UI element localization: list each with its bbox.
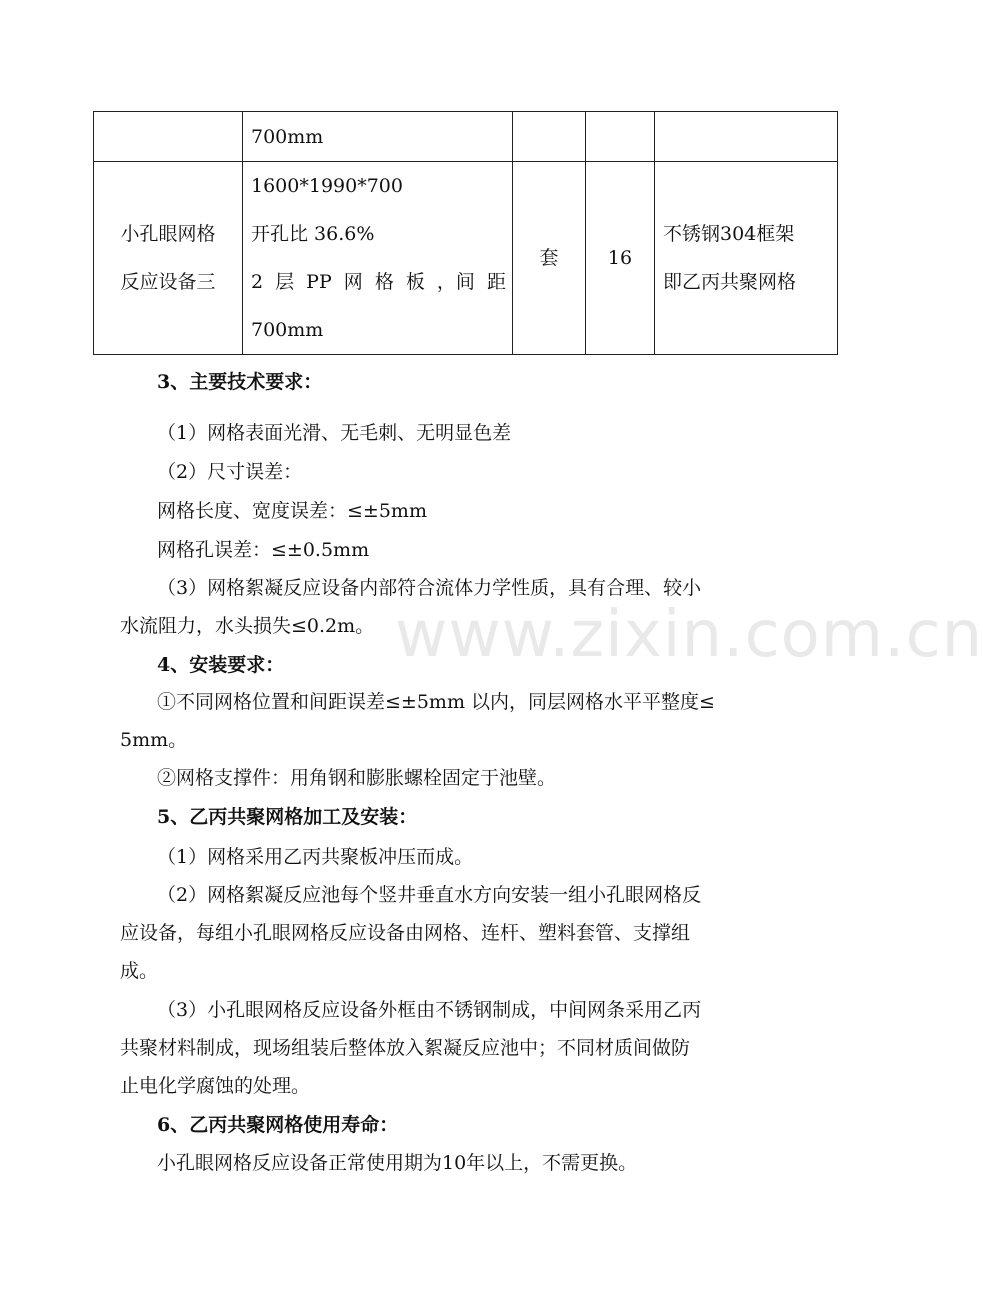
table-row <box>94 162 838 355</box>
table-row <box>94 112 838 162</box>
spec-word: 网 <box>343 271 363 293</box>
spec-word: 格 <box>374 271 394 293</box>
spec-line-justified <box>251 258 506 306</box>
spec-word: 板 <box>405 271 425 293</box>
spec-line: 1600*1990*700 <box>251 175 403 197</box>
paragraph: 共聚材料制成，现场组装后整体放入絮凝反应池中；不同材质间做防 <box>120 1037 691 1059</box>
spec-word: 2 <box>251 271 264 293</box>
spec-word: ，间 <box>436 271 475 293</box>
section-6-heading: 6、乙丙共聚网格使用寿命： <box>157 1114 399 1136</box>
paragraph: （1）网格采用乙丙共聚板冲压而成。 <box>157 846 474 868</box>
table-cell <box>513 112 586 162</box>
table-cell <box>655 112 838 162</box>
name-line: 反应设备三 <box>120 271 216 293</box>
name-line: 小孔眼网格 <box>120 223 216 245</box>
paragraph: 应设备，每组小孔眼网格反应设备由网格、连杆、塑料套管、支撑组 <box>120 922 691 944</box>
spec-line: 开孔比 36.6% <box>251 223 375 245</box>
paragraph: 网格长度、宽度误差：≤±5mm <box>157 500 427 522</box>
table-cell-qty: 16 <box>586 162 655 355</box>
section-3-heading: 3、主要技术要求： <box>157 371 323 393</box>
paragraph: ①不同网格位置和间距误差≤±5mm 以内，同层网格水平平整度≤ <box>157 691 715 713</box>
paragraph: 网格孔误差：≤±0.5mm <box>157 539 370 561</box>
table-cell <box>94 112 243 162</box>
paragraph: 小孔眼网格反应设备正常使用期为10年以上，不需更换。 <box>157 1152 638 1174</box>
paragraph: 水流阻力，水头损失≤0.2m。 <box>120 615 375 637</box>
paragraph: 成。 <box>120 960 159 982</box>
paragraph: （3）小孔眼网格反应设备外框由不锈钢制成，中间网条采用乙丙 <box>157 999 702 1021</box>
remark-line: 不锈钢304框架 <box>663 223 795 245</box>
table-cell-spec <box>243 112 513 162</box>
spec-text: 700mm <box>251 125 324 148</box>
table-cell-unit: 套 <box>513 162 586 355</box>
paragraph: ②网格支撑件：用角钢和膨胀螺栓固定于池壁。 <box>157 767 557 789</box>
spec-word: 距 <box>486 271 506 293</box>
watermark: www.zixin.com.cn <box>395 598 983 672</box>
table-cell-name <box>94 162 243 355</box>
section-5-heading: 5、乙丙共聚网格加工及安装： <box>157 806 418 828</box>
equipment-table <box>93 111 838 355</box>
paragraph: （3）网格絮凝反应设备内部符合流体力学性质，具有合理、较小 <box>157 577 702 599</box>
table-cell <box>586 112 655 162</box>
table-cell-spec <box>243 162 513 355</box>
paragraph: 5mm。 <box>120 729 188 751</box>
spec-line: 700mm <box>251 319 324 341</box>
table-cell-remark <box>655 162 838 355</box>
paragraph: （2）网格絮凝反应池每个竖井垂直水方向安装一组小孔眼网格反 <box>157 884 702 906</box>
spec-word: PP <box>306 271 332 293</box>
paragraph: （1）网格表面光滑、无毛刺、无明显色差 <box>157 422 512 444</box>
remark-line: 即乙丙共聚网格 <box>663 271 797 293</box>
paragraph: 止电化学腐蚀的处理。 <box>120 1075 311 1097</box>
paragraph: （2）尺寸误差： <box>157 461 303 483</box>
section-4-heading: 4、安装要求： <box>157 654 285 676</box>
spec-word: 层 <box>275 271 295 293</box>
